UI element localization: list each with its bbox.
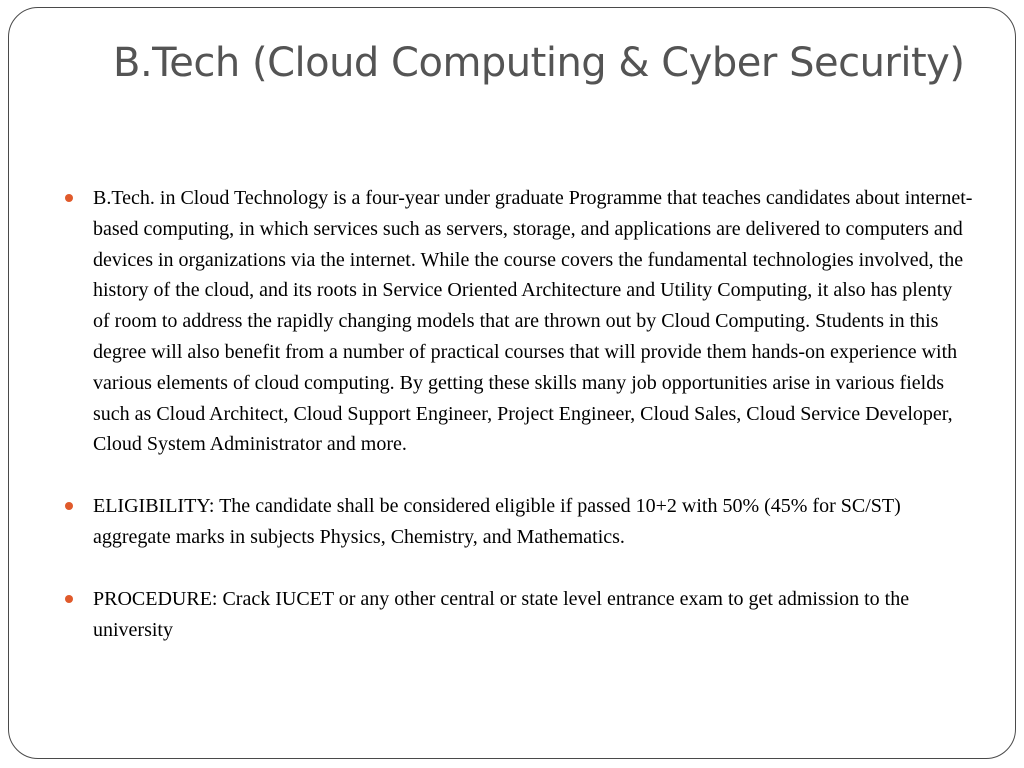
bullet-item-eligibility [63,491,973,553]
bullet-item-description [63,183,973,460]
bullet-dot-icon [65,595,73,603]
bullet-text: B.Tech. in Cloud Technology is a four-year under graduate Programme that teaches candidates about internet-based computing, in which services such as servers, storage, and applications are delivered to computers and devices in organizations via the internet. While the course covers the fundamental technologies involved, the history of the cloud, and its roots in Service Oriented Architecture and Utility Computing, it also has plenty of room to address the rapidly changing models that are thrown out by Cloud Computing. Students in this degree will also benefit from a number of practical courses that will provide them hands-on experience with various elements of cloud computing. By getting these skills many job opportunities arise in various fields such as Cloud Architect, Cloud Support Engineer, Project Engineer, Cloud Sales, Cloud Service Developer, Cloud System Administrator and more. [93,187,973,456]
slide-title: B.Tech (Cloud Computing & Cyber Security) [113,40,965,86]
bullet-text: ELIGIBILITY: The candidate shall be considered eligible if passed 10+2 with 50% (45% for SC/ST) aggregate marks in subjects Physics, Chemistry, and Mathematics. [93,495,901,548]
bullet-dot-icon [65,194,73,202]
bullet-item-procedure [63,584,973,646]
bullet-text: PROCEDURE: Crack IUCET or any other central or state level entrance exam to get admission to the university [93,587,910,641]
bullet-list [63,183,973,645]
slide-frame [8,7,1016,759]
bullet-dot-icon [65,502,73,510]
